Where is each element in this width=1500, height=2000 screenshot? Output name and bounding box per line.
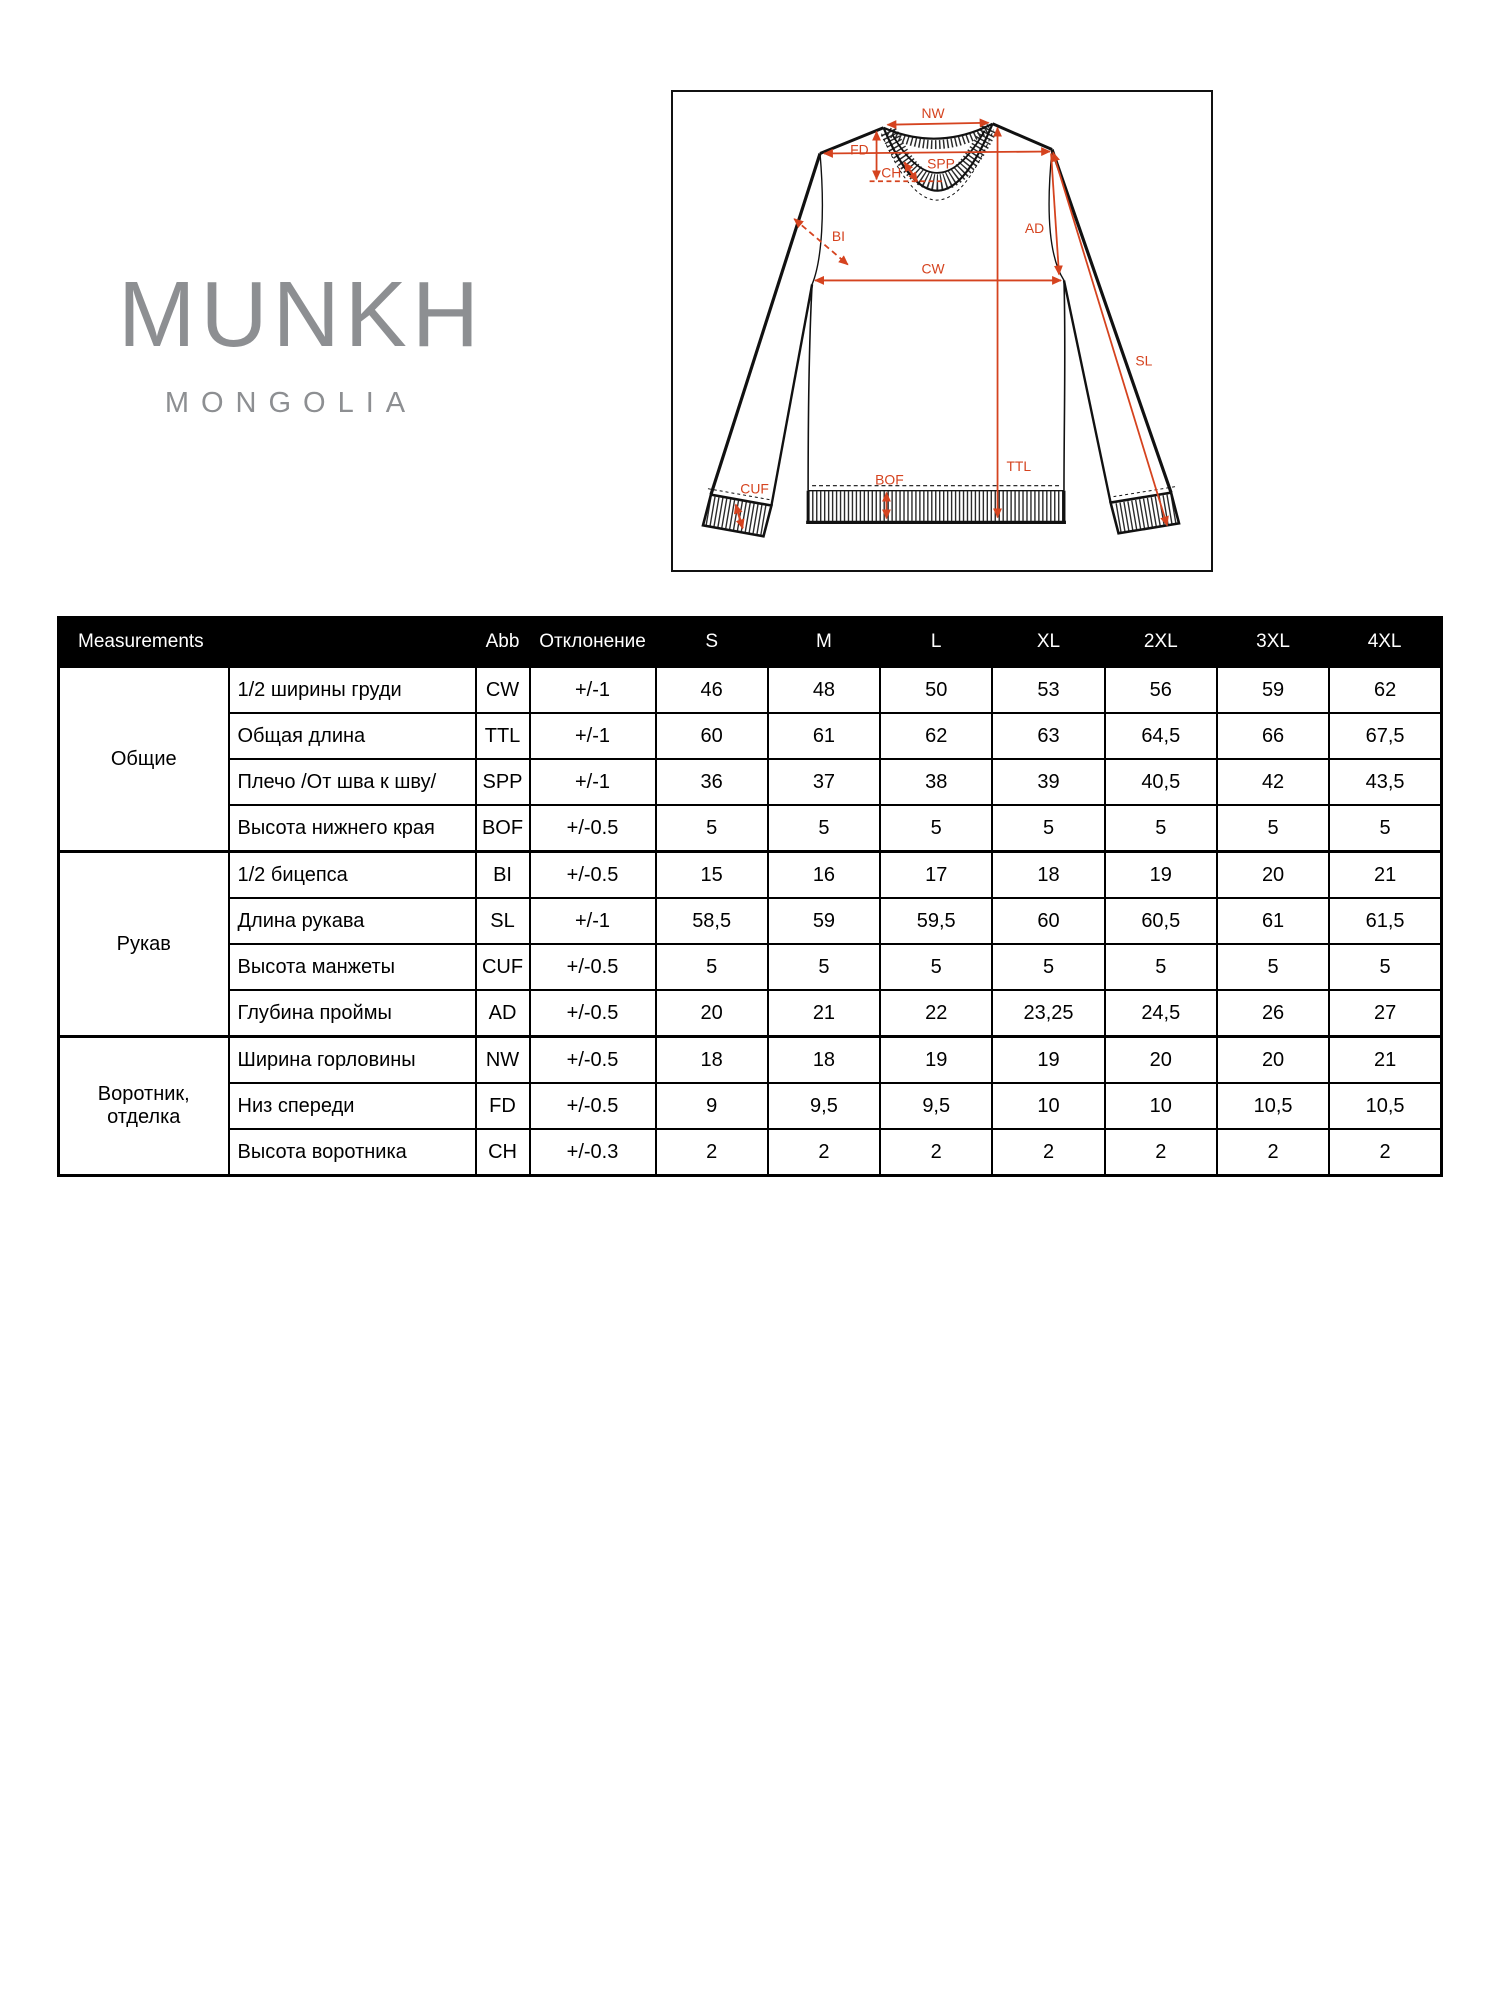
table-header-row	[59, 618, 1442, 667]
cell-size-value: 59	[768, 898, 880, 944]
cell-size-value: 64,5	[1105, 713, 1217, 759]
cell-abbreviation: FD	[476, 1083, 530, 1129]
cell-abbreviation: CW	[476, 667, 530, 714]
table-row	[59, 667, 1442, 714]
cell-size-value: 20	[1217, 852, 1329, 899]
cell-size-value: 5	[1105, 944, 1217, 990]
cell-size-value: 19	[992, 1037, 1104, 1084]
cell-abbreviation: NW	[476, 1037, 530, 1084]
table-row	[59, 944, 1442, 990]
cell-size-value: 50	[880, 667, 992, 714]
table-row	[59, 805, 1442, 852]
cell-parameter: Глубина проймы	[229, 990, 476, 1037]
cell-size-value: 10,5	[1217, 1083, 1329, 1129]
cell-size-value: 24,5	[1105, 990, 1217, 1037]
dim-label-sl: SL	[1135, 352, 1153, 369]
dim-line-nw	[887, 123, 988, 125]
cell-size-value: 23,25	[992, 990, 1104, 1037]
cell-size-value: 59	[1217, 667, 1329, 714]
col-header-deviation: Отклонение	[530, 618, 656, 667]
cell-size-value: 18	[992, 852, 1104, 899]
cell-size-value: 5	[1105, 805, 1217, 852]
cell-size-value: 21	[1329, 852, 1441, 899]
cell-deviation: +/-0.5	[530, 1037, 656, 1084]
cell-size-value: 62	[880, 713, 992, 759]
table-row	[59, 990, 1442, 1037]
table-row	[59, 713, 1442, 759]
dim-label-bi: BI	[831, 227, 846, 244]
cell-size-value: 2	[1217, 1129, 1329, 1176]
table-row	[59, 1129, 1442, 1176]
brand-logo	[118, 262, 484, 420]
table-row	[59, 759, 1442, 805]
technical-drawing-frame	[671, 90, 1213, 572]
cell-size-value: 61,5	[1329, 898, 1441, 944]
dim-label-cuf: CUF	[740, 480, 769, 497]
cell-size-value: 2	[992, 1129, 1104, 1176]
cell-deviation: +/-0.5	[530, 944, 656, 990]
cell-parameter: Ширина горловины	[229, 1037, 476, 1084]
cell-size-value: 9	[656, 1083, 768, 1129]
cell-deviation: +/-0.5	[530, 805, 656, 852]
cell-size-value: 36	[656, 759, 768, 805]
col-header-size: 2XL	[1105, 618, 1217, 667]
cell-size-value: 5	[880, 805, 992, 852]
col-header-size: S	[656, 618, 768, 667]
cell-size-value: 5	[1217, 805, 1329, 852]
cell-size-value: 60	[656, 713, 768, 759]
cell-size-value: 60,5	[1105, 898, 1217, 944]
cell-size-value: 58,5	[656, 898, 768, 944]
cell-size-value: 10	[1105, 1083, 1217, 1129]
cell-parameter: 1/2 ширины груди	[229, 667, 476, 714]
col-header-abb: Abb	[476, 618, 530, 667]
cell-deviation: +/-0.5	[530, 852, 656, 899]
cell-deviation: +/-1	[530, 898, 656, 944]
cell-size-value: 61	[768, 713, 880, 759]
cell-size-value: 18	[768, 1037, 880, 1084]
dim-label-cw: CW	[921, 260, 945, 277]
cell-size-value: 60	[992, 898, 1104, 944]
cell-size-value: 27	[1329, 990, 1441, 1037]
cell-abbreviation: BI	[476, 852, 530, 899]
dim-label-nw: NW	[921, 104, 945, 121]
table-row	[59, 1037, 1442, 1084]
cell-parameter: Длина рукава	[229, 898, 476, 944]
cell-deviation: +/-0.5	[530, 990, 656, 1037]
cell-size-value: 48	[768, 667, 880, 714]
dim-label-fd: FD	[850, 141, 869, 158]
cell-size-value: 38	[880, 759, 992, 805]
cell-size-value: 2	[880, 1129, 992, 1176]
cell-size-value: 62	[1329, 667, 1441, 714]
cell-size-value: 42	[1217, 759, 1329, 805]
cell-size-value: 5	[1329, 944, 1441, 990]
cell-size-value: 5	[656, 805, 768, 852]
cell-size-value: 16	[768, 852, 880, 899]
cell-size-value: 17	[880, 852, 992, 899]
cell-size-value: 67,5	[1329, 713, 1441, 759]
cell-parameter: Высота воротника	[229, 1129, 476, 1176]
cell-size-value: 5	[1217, 944, 1329, 990]
dim-label-ad: AD	[1024, 219, 1045, 236]
dim-label-ch: CH	[881, 164, 902, 181]
dim-label-bof: BOF	[875, 471, 904, 488]
cell-deviation: +/-1	[530, 713, 656, 759]
cell-parameter: Высота манжеты	[229, 944, 476, 990]
col-header-size: 4XL	[1329, 618, 1441, 667]
brand-subtitle: MONGOLIA	[164, 387, 418, 419]
cell-size-value: 53	[992, 667, 1104, 714]
col-header-measurements: Measurements	[59, 618, 476, 667]
measurements-table	[57, 616, 1443, 1177]
cell-size-value: 63	[992, 713, 1104, 759]
cell-deviation: +/-0.3	[530, 1129, 656, 1176]
cell-size-value: 5	[1329, 805, 1441, 852]
col-header-size: 3XL	[1217, 618, 1329, 667]
cell-size-value: 43,5	[1329, 759, 1441, 805]
cell-deviation: +/-0.5	[530, 1083, 656, 1129]
cell-size-value: 59,5	[880, 898, 992, 944]
cell-size-value: 10,5	[1329, 1083, 1441, 1129]
cell-size-value: 5	[880, 944, 992, 990]
cell-size-value: 61	[1217, 898, 1329, 944]
cell-abbreviation: TTL	[476, 713, 530, 759]
brand-name: MUNKH	[118, 262, 484, 366]
dim-label-ttl: TTL	[1006, 457, 1032, 474]
cell-size-value: 66	[1217, 713, 1329, 759]
dim-label-spp: SPP	[927, 155, 955, 172]
cell-abbreviation: BOF	[476, 805, 530, 852]
cell-size-value: 2	[768, 1129, 880, 1176]
group-label: Воротник, отделка	[59, 1037, 229, 1176]
cell-abbreviation: AD	[476, 990, 530, 1037]
table-row	[59, 852, 1442, 899]
cell-size-value: 5	[768, 944, 880, 990]
cell-size-value: 9,5	[880, 1083, 992, 1129]
cell-size-value: 2	[1329, 1129, 1441, 1176]
col-header-size: XL	[992, 618, 1104, 667]
cell-abbreviation: CH	[476, 1129, 530, 1176]
cell-size-value: 9,5	[768, 1083, 880, 1129]
cell-parameter: Низ спереди	[229, 1083, 476, 1129]
cell-size-value: 5	[768, 805, 880, 852]
cell-parameter: Общая длина	[229, 713, 476, 759]
cell-size-value: 15	[656, 852, 768, 899]
cell-size-value: 21	[768, 990, 880, 1037]
cell-abbreviation: SL	[476, 898, 530, 944]
col-header-size: M	[768, 618, 880, 667]
cell-size-value: 19	[1105, 852, 1217, 899]
cell-deviation: +/-1	[530, 667, 656, 714]
cell-size-value: 19	[880, 1037, 992, 1084]
cell-abbreviation: CUF	[476, 944, 530, 990]
cell-size-value: 2	[1105, 1129, 1217, 1176]
cell-size-value: 20	[656, 990, 768, 1037]
cell-size-value: 20	[1217, 1037, 1329, 1084]
cell-parameter: 1/2 бицепса	[229, 852, 476, 899]
table-row	[59, 1083, 1442, 1129]
sweater-technical-drawing	[673, 92, 1211, 570]
cell-size-value: 26	[1217, 990, 1329, 1037]
group-label: Рукав	[59, 852, 229, 1037]
cell-size-value: 56	[1105, 667, 1217, 714]
cell-size-value: 22	[880, 990, 992, 1037]
cell-parameter: Высота нижнего края	[229, 805, 476, 852]
cell-size-value: 37	[768, 759, 880, 805]
cell-deviation: +/-1	[530, 759, 656, 805]
cell-size-value: 21	[1329, 1037, 1441, 1084]
col-header-size: L	[880, 618, 992, 667]
cell-size-value: 46	[656, 667, 768, 714]
cell-size-value: 40,5	[1105, 759, 1217, 805]
cell-parameter: Плечо /От шва к шву/	[229, 759, 476, 805]
cell-size-value: 2	[656, 1129, 768, 1176]
cell-size-value: 5	[656, 944, 768, 990]
cell-size-value: 39	[992, 759, 1104, 805]
cell-size-value: 20	[1105, 1037, 1217, 1084]
cell-size-value: 18	[656, 1037, 768, 1084]
cell-abbreviation: SPP	[476, 759, 530, 805]
cell-size-value: 10	[992, 1083, 1104, 1129]
table-row	[59, 898, 1442, 944]
cell-size-value: 5	[992, 805, 1104, 852]
cell-size-value: 5	[992, 944, 1104, 990]
group-label: Общие	[59, 667, 229, 852]
